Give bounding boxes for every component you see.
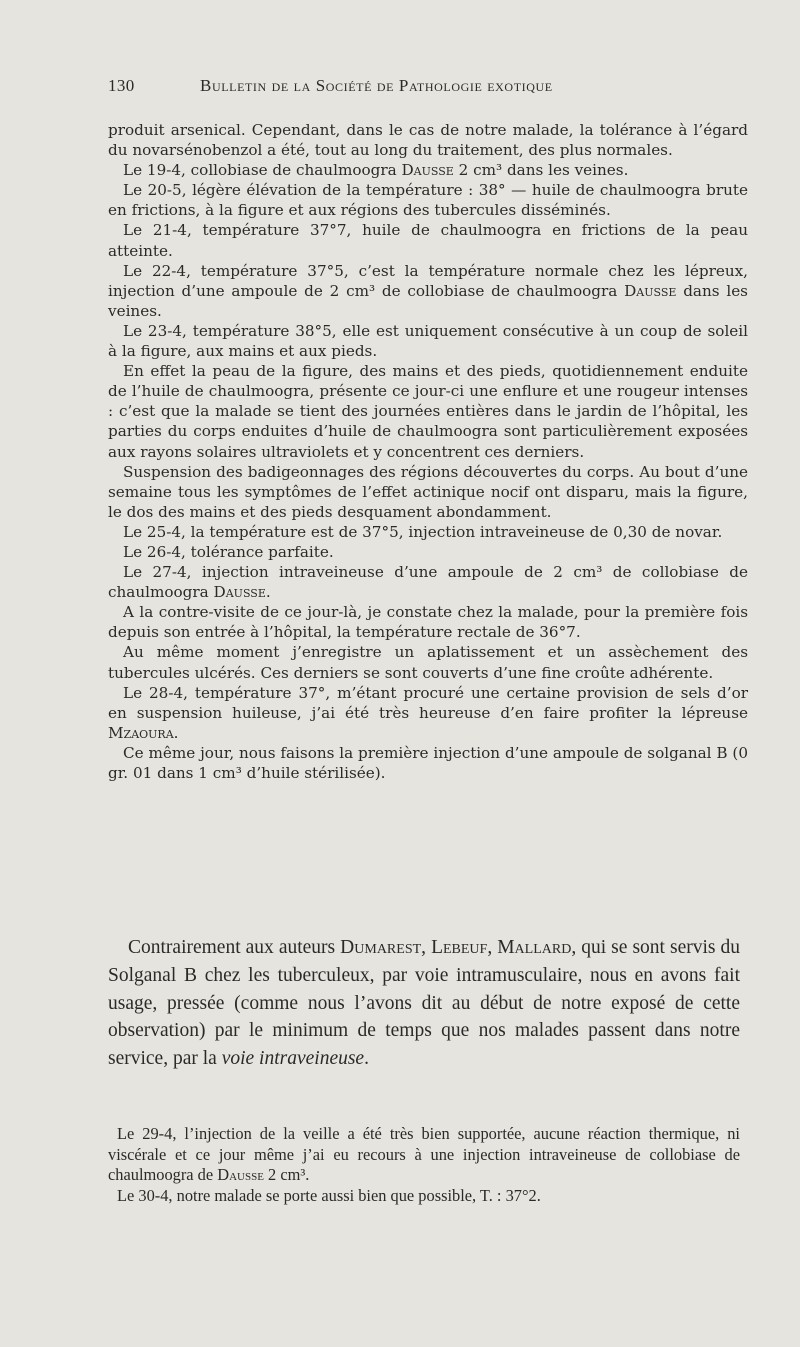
paragraph: Le 26-4, tolérance parfaite. bbox=[123, 542, 334, 561]
paragraph: Le 25-4, la température est de 37°5, injection intraveineuse de 0,30 de novar. bbox=[123, 522, 723, 541]
paragraph: Le 28-4, température 37°, m’étant procuré une certaine provision de sels d’or en suspension huileuse, j’ai été très heureuse d’en faire profiter la lépreuse Mzaoura. bbox=[108, 683, 748, 742]
paragraph: produit arsenical. Cependant, dans le cas de notre malade, la tolérance à l’égard du novarsénobenzol a été, tout au long du traitement, des plus normales. bbox=[108, 121, 748, 160]
running-header bbox=[108, 76, 688, 100]
paragraph: Ce même jour, nous faisons la première injection d’une ampoule de solganal B (0 gr. 01 dans 1 cm³ d’huile stérilisée). bbox=[108, 743, 748, 782]
author-name: Dausse bbox=[624, 281, 677, 300]
patient-name: Mzaoura bbox=[108, 723, 174, 742]
paragraph: Contrairement aux auteurs Dumarest, Lebeuf, Mallard, qui se sont servis du Solganal B chez les tuberculeux, par voie intramusculaire, nous en avons fait usage, pressée (comme nous l’avons dit au début de notre exposé de cette observation) par le minimum de temps que nos malades passent dans notre service, par la voie intraveineuse. bbox=[108, 937, 740, 1070]
paragraph: Le 27-4, injection intraveineuse d’une ampoule de 2 cm³ de collobiase de chaulmoogra Dausse. bbox=[108, 563, 748, 602]
paragraph: Au même moment j’enregistre un aplatissement et un assèchement des tubercules ulcérés. Ces derniers se sont couverts d’une fine croûte adhérente. bbox=[108, 643, 748, 682]
followup-section bbox=[108, 1124, 740, 1206]
case-notes-section bbox=[108, 120, 748, 783]
paragraph: Le 29-4, l’injection de la veille a été très bien supportée, aucune réaction thermique, ni viscérale et ce jour même j’ai eu recours à une injection intraveineuse de collobiase de chaulmoogra de Dausse 2 cm³. bbox=[108, 1124, 740, 1185]
discussion-section bbox=[108, 934, 740, 1073]
paragraph: Le 30-4, notre malade se porte aussi bien que possible, T. : 37°2. bbox=[117, 1185, 541, 1205]
author-name: Mallard bbox=[497, 937, 572, 958]
author-name: Dausse bbox=[401, 161, 454, 180]
paragraph: Le 22-4, température 37°5, c’est la température normale chez les lépreux, injection d’une ampoule de 2 cm³ de collobiase de chaulmoogra Dausse dans les veines. bbox=[108, 261, 748, 320]
paragraph: A la contre-visite de ce jour-là, je constate chez la malade, pour la première fois depuis son entrée à l’hôpital, la température rectale de 36°7. bbox=[108, 603, 748, 642]
paragraph: Le 21-4, température 37°7, huile de chaulmoogra en frictions de la peau atteinte. bbox=[108, 221, 748, 260]
author-name: Dausse bbox=[217, 1165, 264, 1185]
running-title: Bulletin de la Société de Pathologie exotique bbox=[200, 76, 553, 95]
paragraph: En effet la peau de la figure, des mains et des pieds, quotidiennement enduite de l’huile de chaulmoogra, présente ce jour-ci une enflure et une rougeur intenses : c’est que la malade se tient des journées entières dans le jardin de l’hôpital, les parties du corps enduites d’huile de chaulmoogra sont particulièrement exposées aux rayons solaires ultraviolets et y concentrent ces derniers. bbox=[108, 362, 748, 461]
paragraph: Le 20-5, légère élévation de la température : 38° — huile de chaulmoogra brute en frictions, à la figure et aux régions des tubercules disséminés. bbox=[108, 181, 748, 220]
author-name: Dumarest bbox=[340, 937, 422, 958]
author-name: Lebeuf bbox=[431, 937, 488, 958]
paragraph: Le 19-4, collobiase de chaulmoogra Dausse 2 cm³ dans les veines. bbox=[123, 161, 629, 180]
emphasis: voie intraveineuse bbox=[221, 1048, 365, 1070]
paragraph: Suspension des badigeonnages des régions découvertes du corps. Au bout d’une semaine tous les symptômes de l’effet actinique nocif ont disparu, mais la figure, le dos des mains et des pieds desquament abondamment. bbox=[108, 462, 748, 521]
page-number: 130 bbox=[108, 76, 135, 95]
author-name: Dausse bbox=[213, 583, 266, 602]
paragraph: Le 23-4, température 38°5, elle est uniquement consécutive à un coup de soleil à la figure, aux mains et aux pieds. bbox=[108, 321, 748, 361]
